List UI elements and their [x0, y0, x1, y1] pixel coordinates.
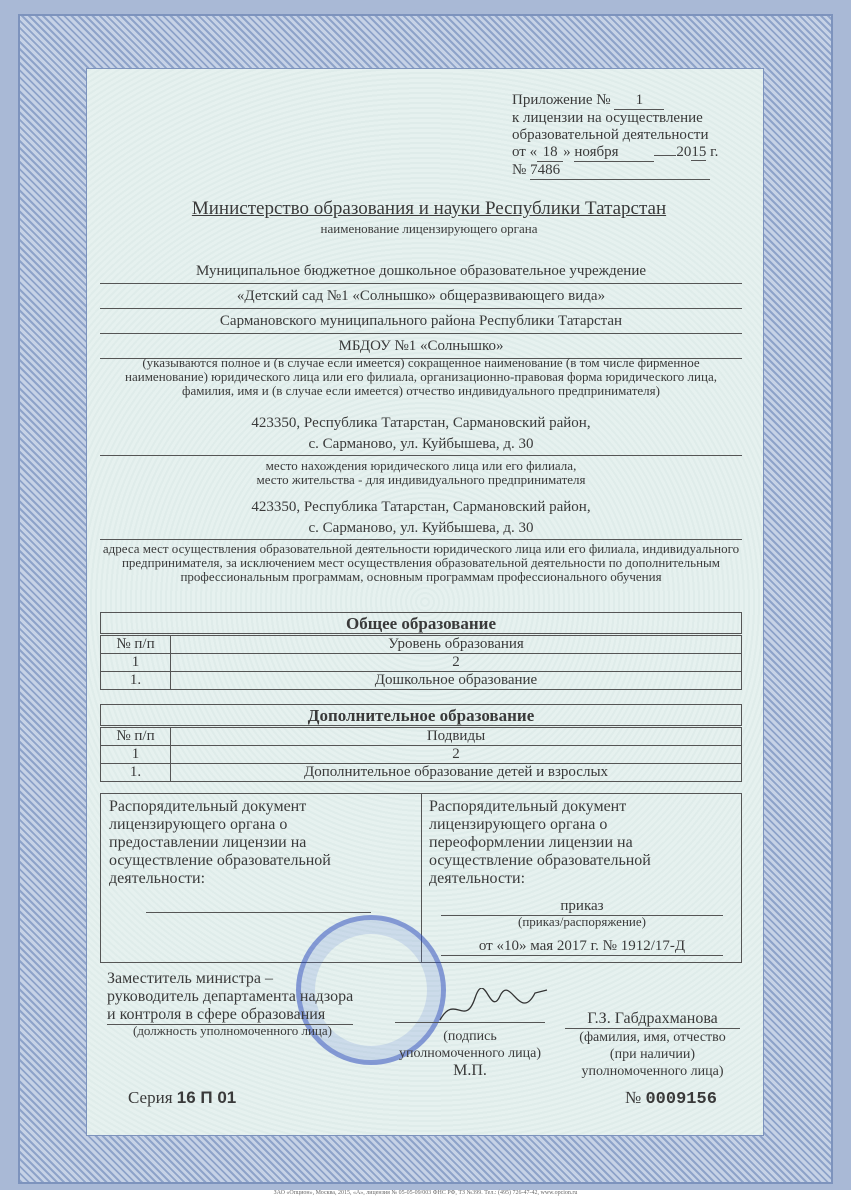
form-number-label: №: [625, 1088, 642, 1107]
row-number: 1.: [101, 672, 171, 690]
location-line: с. Сарманово, ул. Куйбышева, д. 30: [100, 434, 742, 456]
col-index: 2: [171, 746, 742, 764]
position-line: Заместитель министра –: [107, 970, 273, 987]
additional-education-title: Дополнительное образование: [100, 704, 742, 726]
position-caption: (должность уполномоченного лица): [132, 1023, 332, 1038]
order-type: приказ: [441, 898, 723, 916]
appendix-label: Приложение №: [512, 92, 611, 108]
address-line: с. Сарманово, ул. Куйбышева, д. 30: [100, 518, 742, 540]
order-left-text: Распорядительный документ лицензирующего органа о предоставлении лицензии на осуществление образовательной деятельности:: [109, 798, 331, 887]
order-date: от «10» мая 2017 г. № 1912/17-Д: [441, 938, 723, 956]
table-row: [101, 746, 742, 764]
col-header: № п/п: [101, 636, 171, 654]
additional-education-table: [100, 727, 742, 782]
col-index: 1: [101, 654, 171, 672]
num-label: №: [512, 162, 527, 178]
form-number: [625, 1088, 717, 1109]
col-header: Уровень образования: [171, 636, 742, 654]
row-number: 1.: [101, 764, 171, 782]
org-line: МБДОУ №1 «Солнышко»: [100, 334, 742, 359]
form-number-value: 0009156: [645, 1090, 717, 1109]
organization-caption: (указываются полное и (в случае если имеется) сокращенное наименование (в том числе фирменное наименование) юридического лица или его филиала, организационно-правовая форма юридического лица, фамилия, имя и (в случае если имеется) отчество индивидуального предпринимателя): [125, 355, 717, 398]
address-line: 423350, Республика Татарстан, Сармановский район,: [251, 499, 591, 515]
location: [100, 413, 742, 456]
printer-footer: ЗАО «Опцион», Москва, 2015, «А», лицензия № 05-05-09/003 ФНС РФ, ТЗ №399. Тел.: (495) 726-47-42, www.opcion.ru: [273, 1190, 578, 1196]
location-caption-2: место жительства - для индивидуального предпринимателя: [256, 472, 586, 487]
order-left-line: [146, 912, 371, 913]
general-education-title: Общее образование: [100, 612, 742, 634]
col-index: 2: [171, 654, 742, 672]
year-end: г.: [710, 144, 719, 160]
col-index: 1: [101, 746, 171, 764]
org-line: «Детский сад №1 «Солнышко» общеразвивающего вида»: [100, 284, 742, 309]
location-line: 423350, Республика Татарстан, Сармановский район,: [251, 415, 591, 431]
organization-name: [100, 259, 742, 359]
signature-caption: [395, 1028, 545, 1079]
table-row: [101, 654, 742, 672]
sign-caption-2: уполномоченного лица): [399, 1046, 541, 1061]
series-value: 16 П 01: [176, 1088, 237, 1107]
appendix-day: 18: [537, 144, 563, 162]
col-header: Подвиды: [171, 728, 742, 746]
appendix-line1: к лицензии на осуществление: [512, 110, 703, 126]
series: [128, 1088, 236, 1108]
appendix-number: 1: [614, 92, 664, 110]
position-line: руководитель департамента надзора: [107, 988, 354, 1005]
org-line: Муниципальное бюджетное дошкольное образовательное учреждение: [100, 259, 742, 284]
order-type-caption: (приказ/распоряжение): [518, 914, 646, 929]
table-row: [101, 672, 742, 690]
org-line: Сармановского муниципального района Республики Татарстан: [100, 309, 742, 334]
general-education-table: [100, 635, 742, 690]
year-suffix: 15: [691, 144, 707, 160]
signer-position: [107, 970, 353, 1025]
table-row: [101, 764, 742, 782]
appendix-header: [512, 92, 732, 180]
authority-caption: наименование лицензирующего органа: [320, 221, 538, 236]
series-label: Серия: [128, 1088, 173, 1107]
table-row: [101, 636, 742, 654]
appendix-month: ноября: [574, 144, 654, 162]
sign-caption-1: (подпись: [443, 1029, 497, 1044]
location-caption: [100, 459, 742, 487]
signature-line: [395, 1022, 545, 1023]
order-right-text: Распорядительный документ лицензирующего органа о переоформлении лицензии на осуществление образовательной деятельности:: [429, 798, 651, 887]
row-value: Дошкольное образование: [171, 672, 742, 690]
activity-address-caption: адреса мест осуществления образовательной деятельности юридического лица или его филиала, индивидуального предпринимателя, за исключением мест осуществления образовательной деятельности по дополнительным профессиональным программам, основным программам профессионального обучения: [102, 541, 740, 584]
signer-name: Г.З. Габдрахманова: [565, 1010, 740, 1029]
row-value: Дополнительное образование детей и взрослых: [171, 764, 742, 782]
name-caption-2: (при наличии): [609, 1047, 696, 1062]
col-header: № п/п: [101, 728, 171, 746]
date-prefix: от «: [512, 144, 538, 160]
date-mid: »: [563, 144, 571, 160]
year-prefix: 20: [676, 144, 692, 160]
signature-scribble: [435, 988, 555, 1028]
location-caption-1: место нахождения юридического лица или его филиала,: [265, 458, 577, 473]
name-caption-3: уполномоченного лица): [581, 1064, 724, 1079]
position-line: и контроля в сфере образования: [107, 1006, 353, 1025]
name-caption-1: (фамилия, имя, отчество: [579, 1030, 726, 1045]
signer-name-block: [565, 1010, 740, 1080]
appendix-line2: образовательной деятельности: [512, 127, 709, 143]
activity-address: [100, 497, 742, 540]
license-number: 7486: [530, 162, 710, 180]
table-row: [101, 728, 742, 746]
authority-name: Министерство образования и науки Республики Татарстан: [191, 198, 667, 219]
stamp-place: М.П.: [453, 1062, 487, 1079]
